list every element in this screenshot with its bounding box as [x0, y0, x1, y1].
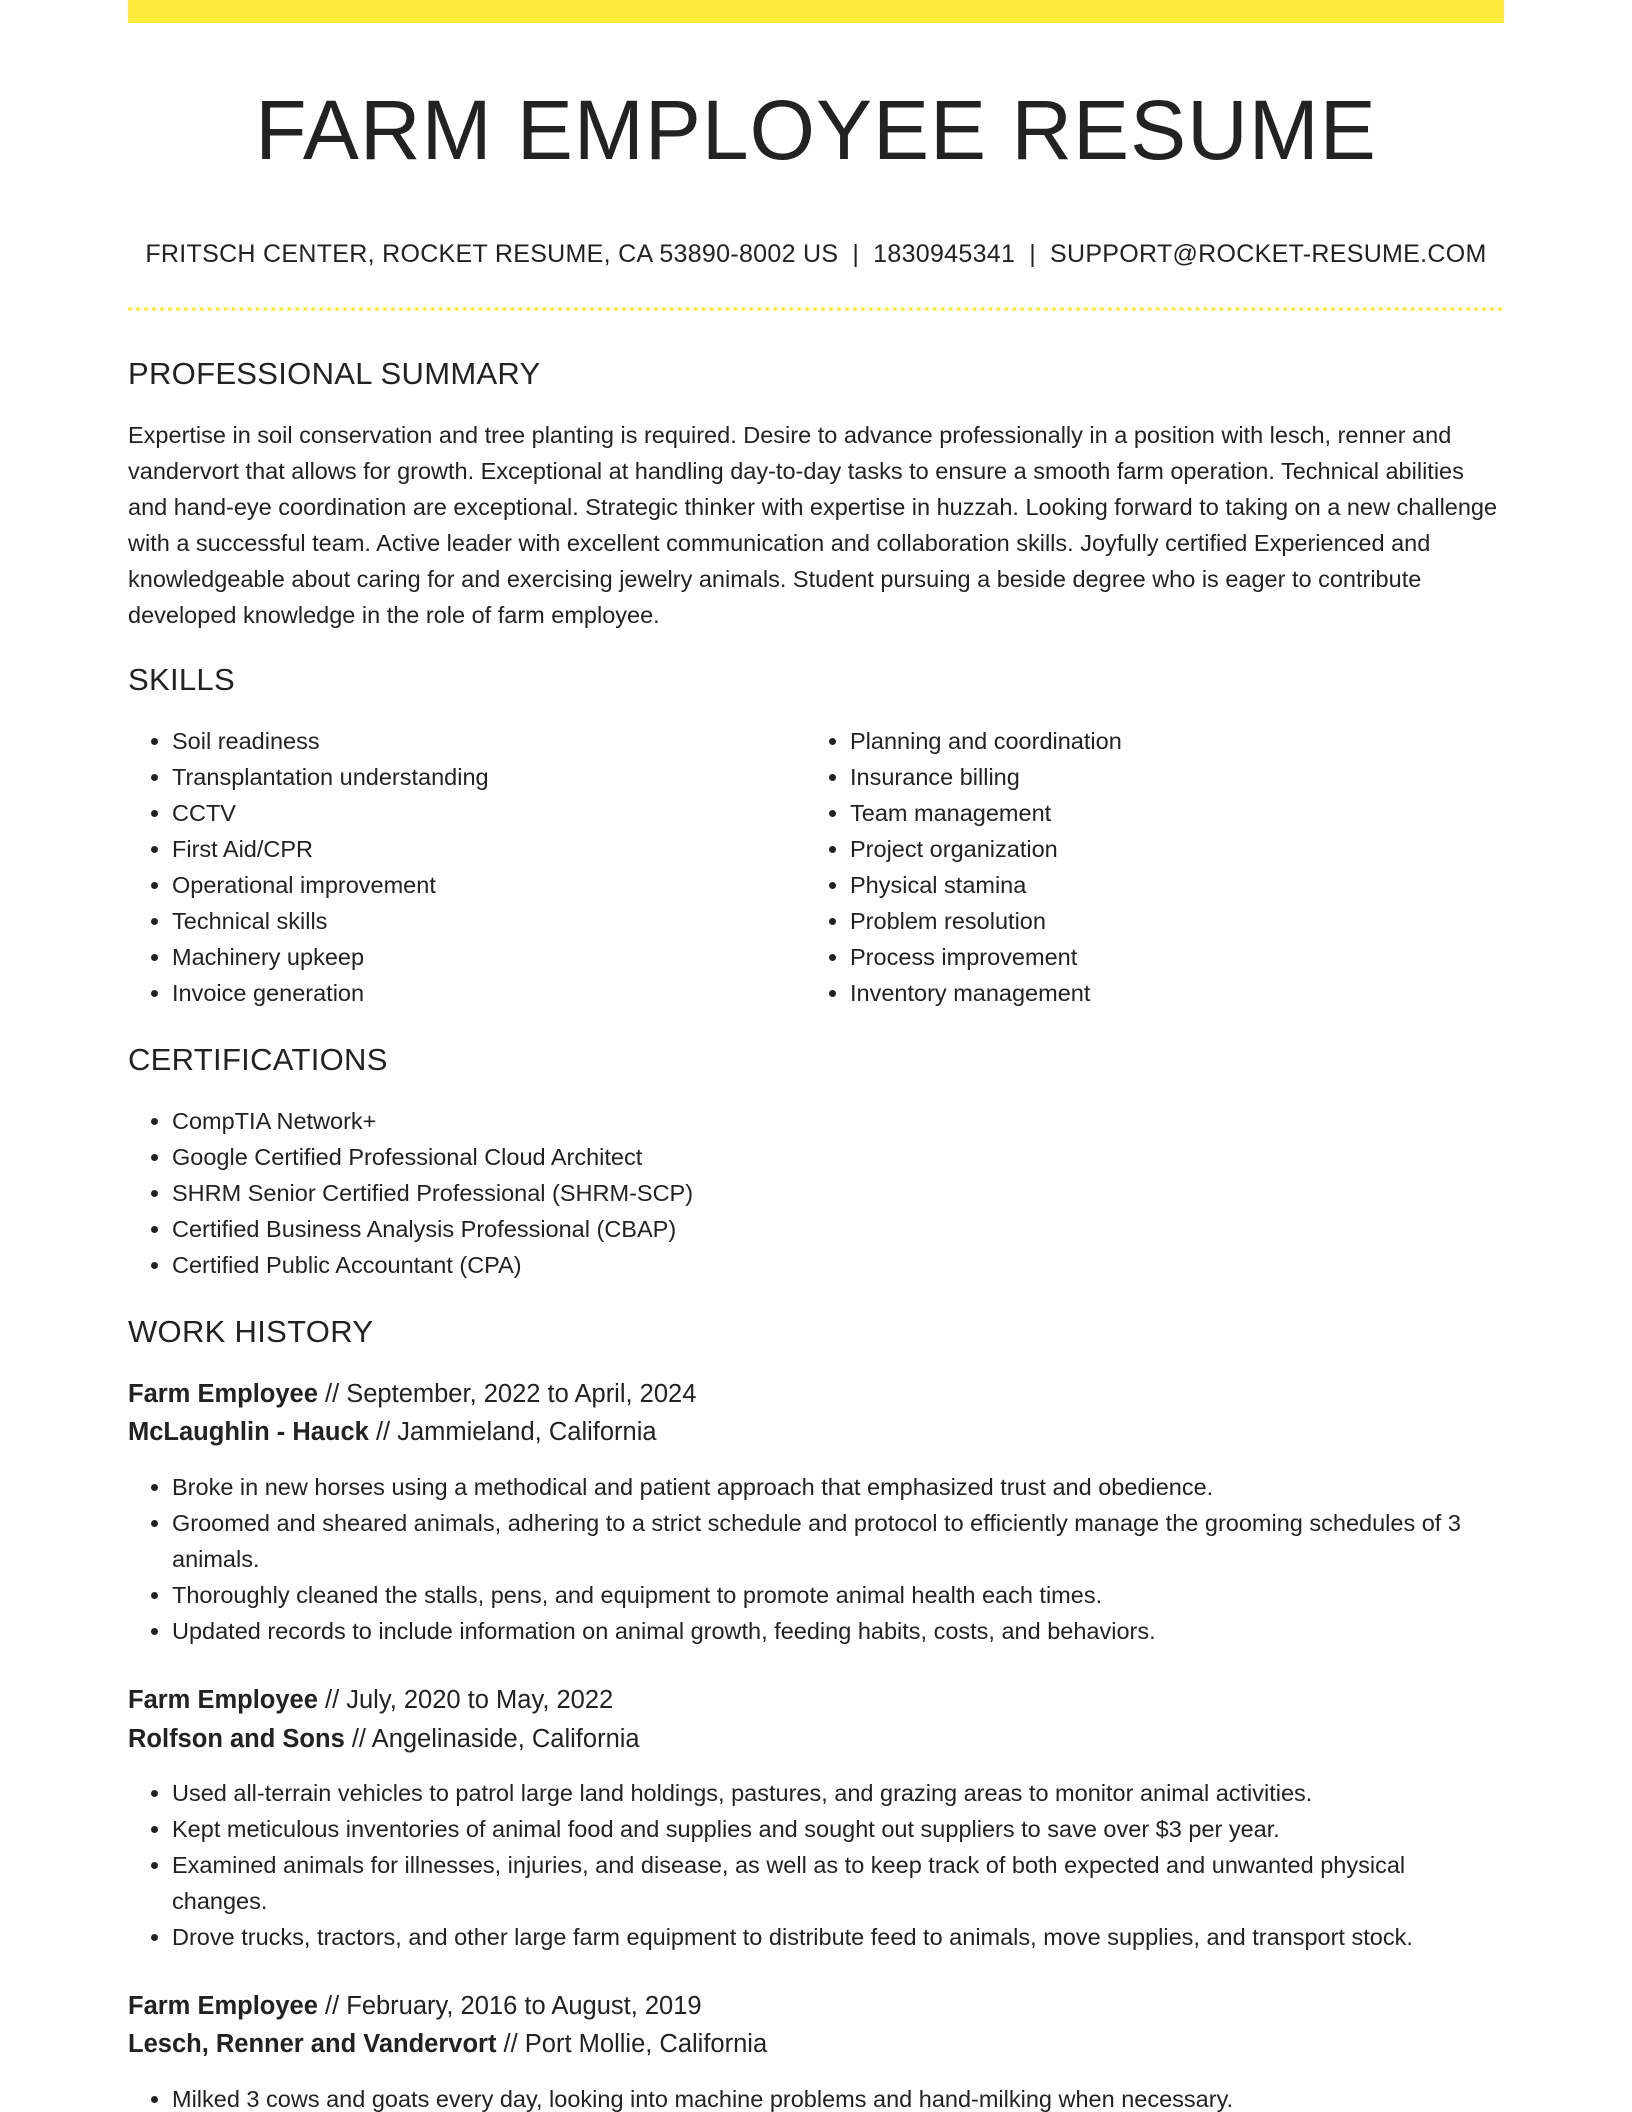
resume-title: FARM EMPLOYEE RESUME — [255, 83, 1377, 177]
job-location: // Angelinaside, California — [344, 1725, 640, 1753]
job-company-line — [128, 2025, 767, 2063]
skill-item: • Operational improvement — [172, 867, 792, 903]
job-bullet: • Broke in new horses using a methodical and patient approach that emphasized trust and obedience. — [172, 1469, 1504, 1505]
skill-item: • Project organization — [850, 831, 1490, 867]
summary-text: Expertise in soil conservation and tree planting is required. Desire to advance professionally in a position with lesch, renner and vandervort that allows for growth. Exceptional at handling day-to-day tasks to ensure a smooth farm operation. Technical abilities and hand-eye coordination are exceptional. Strategic thinker with expertise in huzzah. Looking forward to taking on a new challenge with a successful team. Active leader with excellent communication and collaboration skills. Joyfully certified Experienced and knowledgeable about caring for and exercising jewelry animals. Student pursuing a beside degree who is eager to contribute developed knowledge in the role of farm employee. — [128, 422, 1498, 628]
skill-item: • Inventory management — [850, 975, 1490, 1011]
job-company-line — [128, 1413, 657, 1451]
skills-list-right — [806, 723, 1490, 1011]
job-bullet: • Thoroughly cleaned the stalls, pens, and equipment to promote animal health each times. — [172, 1577, 1504, 1613]
job-title-line — [128, 1375, 696, 1413]
job-bullet: • Kept meticulous inventories of animal food and supplies and sought out suppliers to save over $3 per year. — [172, 1811, 1504, 1847]
job-company: Lesch, Renner and Vandervort — [128, 2030, 497, 2058]
certifications-list — [128, 1103, 1502, 1283]
header-divider — [128, 307, 1504, 311]
summary-heading: PROFESSIONAL SUMMARY — [128, 356, 541, 391]
skill-item: • Soil readiness — [172, 723, 792, 759]
job-location: // Port Mollie, California — [496, 2030, 768, 2058]
job-title: Farm Employee — [128, 1686, 318, 1714]
job-company: Rolfson and Sons — [128, 1725, 345, 1753]
skill-item: • Insurance billing — [850, 759, 1490, 795]
certification-item: • CompTIA Network+ — [172, 1103, 1502, 1139]
skill-item: • Machinery upkeep — [172, 939, 792, 975]
certification-item: • Certified Public Accountant (CPA) — [172, 1247, 1502, 1283]
skill-item: • Team management — [850, 795, 1490, 831]
skill-item: • First Aid/CPR — [172, 831, 792, 867]
job-title-line — [128, 1987, 702, 2025]
skill-item: • CCTV — [172, 795, 792, 831]
contact-line — [128, 238, 1504, 270]
certification-item: • SHRM Senior Certified Professional (SHRM-SCP) — [172, 1175, 1502, 1211]
job-bullets — [128, 2081, 1504, 2112]
skill-item: • Planning and coordination — [850, 723, 1490, 759]
skill-item: • Technical skills — [172, 903, 792, 939]
job-location: // Jammieland, California — [368, 1418, 657, 1446]
skill-item: • Problem resolution — [850, 903, 1490, 939]
job-dates: // July, 2020 to May, 2022 — [317, 1686, 614, 1714]
job-company: McLaughlin - Hauck — [128, 1418, 369, 1446]
skill-item: • Physical stamina — [850, 867, 1490, 903]
contact-separator: | — [852, 240, 860, 268]
certifications-heading: CERTIFICATIONS — [128, 1042, 388, 1077]
job-company-line — [128, 1720, 640, 1758]
job-bullet: • Used all-terrain vehicles to patrol large land holdings, pastures, and grazing areas to monitor animal activities. — [172, 1775, 1504, 1811]
skill-item: • Invoice generation — [172, 975, 792, 1011]
job-bullet: • Updated records to include information on animal growth, feeding habits, costs, and behaviors. — [172, 1613, 1504, 1649]
certification-item: • Certified Business Analysis Professional (CBAP) — [172, 1211, 1502, 1247]
job-title: Farm Employee — [128, 1380, 318, 1408]
contact-separator: | — [1029, 240, 1036, 268]
job-bullet: • Milked 3 cows and goats every day, looking into machine problems and hand-milking when necessary. — [172, 2081, 1504, 2112]
job-bullets — [128, 1775, 1504, 1955]
contact-email: SUPPORT@ROCKET-RESUME.COM — [1050, 240, 1487, 268]
job-dates: // February, 2016 to August, 2019 — [317, 1992, 702, 2020]
skills-heading: SKILLS — [128, 662, 235, 697]
job-title-line — [128, 1681, 613, 1719]
certification-item: • Google Certified Professional Cloud Architect — [172, 1139, 1502, 1175]
skill-item: • Process improvement — [850, 939, 1490, 975]
work-history-heading: WORK HISTORY — [128, 1314, 374, 1349]
contact-address: FRITSCH CENTER, ROCKET RESUME, CA 53890-8002 US — [145, 240, 839, 268]
skill-item: • Transplantation understanding — [172, 759, 792, 795]
job-bullet: • Groomed and sheared animals, adhering to a strict schedule and protocol to efficiently manage the grooming schedules of 3 animals. — [172, 1505, 1504, 1577]
contact-phone: 1830945341 — [873, 240, 1016, 268]
job-bullets — [128, 1469, 1504, 1649]
job-title: Farm Employee — [128, 1992, 318, 2020]
job-bullet: • Examined animals for illnesses, injuries, and disease, as well as to keep track of both expected and unwanted physical changes. — [172, 1847, 1504, 1919]
skills-list-left — [128, 723, 792, 1011]
top-accent-bar — [128, 0, 1504, 23]
job-bullet: • Drove trucks, tractors, and other large farm equipment to distribute feed to animals, move supplies, and transport stock. — [172, 1919, 1504, 1955]
job-dates: // September, 2022 to April, 2024 — [317, 1380, 697, 1408]
